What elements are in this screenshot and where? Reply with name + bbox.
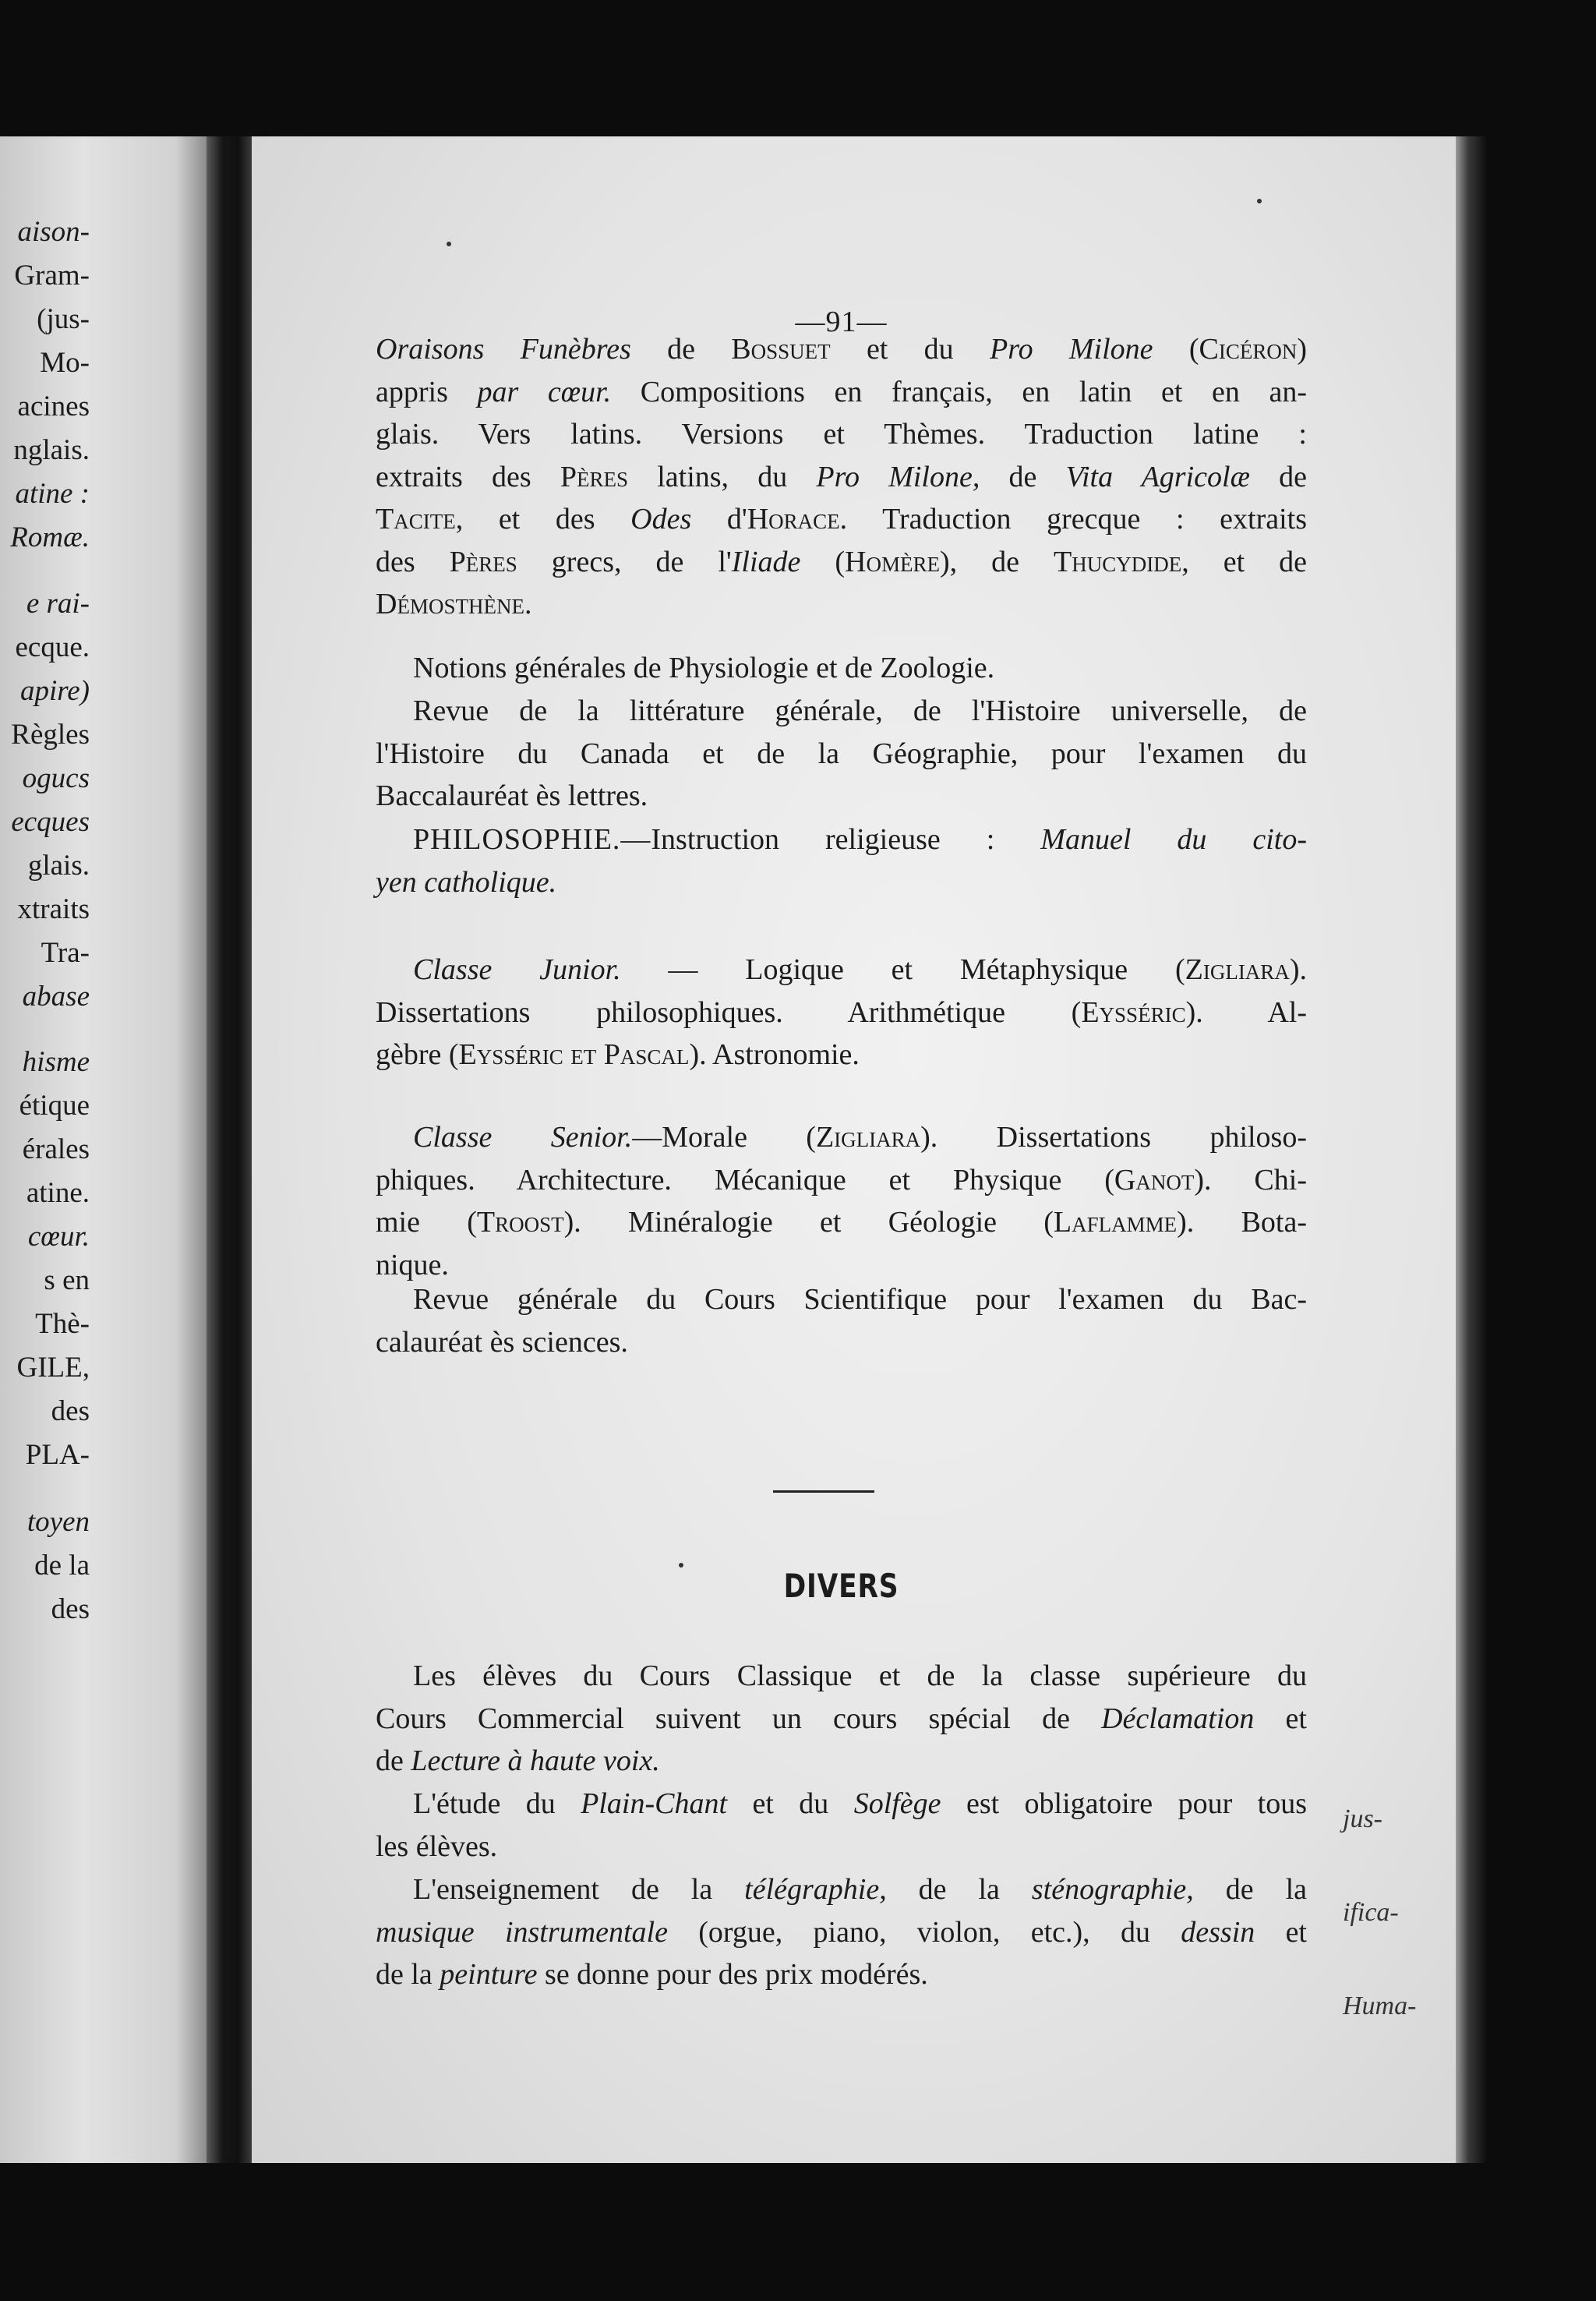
next-page-fragment: ifica-	[1343, 1898, 1399, 1927]
paragraph-declamation	[376, 1655, 1307, 1783]
text-line: phiques. Architecture. Mécanique et Physique (Ganot). Chi-	[376, 1163, 1307, 1196]
previous-page-fragment: apire)	[19, 675, 90, 707]
text-line: L'étude du Plain-Chant et du Solfège est obligatoire pour tous	[413, 1787, 1307, 1820]
section-heading-divers: DIVERS	[783, 1567, 899, 1605]
previous-page-fragment: des	[51, 1395, 90, 1427]
text-line: musique instrumentale (orgue, piano, violon, etc.), du dessin et	[376, 1915, 1307, 1949]
paragraph-classe-junior	[376, 949, 1307, 1076]
text-line: Dissertations philosophiques. Arithmétique (Eysséric). Al-	[376, 995, 1307, 1029]
text-line: nique.	[376, 1248, 449, 1281]
previous-page-fragment: Mo-	[40, 347, 90, 379]
previous-page-fragment: atine.	[26, 1177, 90, 1209]
previous-page-fragment: Règles	[11, 719, 90, 751]
previous-page-fragment: xtraits	[17, 893, 90, 925]
text-line: gèbre (Eysséric et Pascal). Astronomie.	[376, 1038, 860, 1071]
text-line: calauréat ès sciences.	[376, 1325, 628, 1359]
text-line: Revue générale du Cours Scientifique pour l'examen du Bac-	[413, 1283, 1307, 1316]
previous-page-fragment: cœur.	[27, 1221, 90, 1253]
previous-page-fragment: toyen	[26, 1506, 90, 1538]
text-line: de la peinture se donne pour des prix modérés.	[376, 1958, 928, 1991]
text-line: Revue de la littérature générale, de l'Histoire universelle, de	[413, 695, 1307, 727]
text-line: mie (Troost). Minéralogie et Géologie (Laflamme). Bota-	[376, 1206, 1307, 1239]
text-line: L'enseignement de la télégraphie, de la sténographie, de la	[413, 1873, 1307, 1906]
text-line: Démosthène.	[376, 588, 532, 620]
text-line: Oraisons Funèbres de Bossuet et du Pro Milone (Cicéron)	[376, 333, 1307, 366]
previous-page-fragment: ecque.	[15, 631, 90, 663]
text-line: PHILOSOPHIE.—Instruction religieuse : Manuel du cito-	[413, 823, 1307, 856]
text-line: Cours Commercial suivent un cours spécial de Déclamation et	[376, 1702, 1307, 1735]
previous-page-fragment: atine :	[15, 478, 90, 510]
text-line: yen catholique.	[376, 865, 557, 899]
text-line: Baccalauréat ès lettres.	[376, 779, 648, 812]
text-line: Notions générales de Physiologie et de Zoologie.	[413, 652, 995, 684]
paper-speck	[1257, 199, 1262, 203]
next-page-fragment: Huma-	[1343, 1992, 1417, 2020]
previous-page-fragment: ogucs	[22, 762, 90, 794]
previous-page-fragment: abase	[22, 981, 90, 1013]
paragraph-philosophie	[376, 818, 1307, 903]
text-line: appris par cœur. Compositions en français, en latin et en an-	[376, 375, 1307, 408]
book-gutter	[207, 136, 252, 2163]
previous-page-fragment: Gram-	[14, 260, 90, 292]
previous-page-fragment: nglais.	[13, 434, 90, 466]
previous-page-fragment: (jus-	[37, 303, 90, 335]
paragraph-enseignement	[376, 1868, 1307, 1996]
section-divider	[773, 1490, 874, 1493]
text-line: l'Histoire du Canada et de la Géographie, pour l'examen du	[376, 737, 1307, 770]
text-line: Classe Senior.—Morale (Zigliara). Dissertations philoso-	[413, 1121, 1307, 1154]
previous-page-fragment: Thè-	[35, 1308, 90, 1340]
previous-page-fragment: érales	[22, 1133, 90, 1165]
class-label: Classe Junior.	[413, 953, 621, 986]
paragraph-revue-lettres	[376, 690, 1307, 818]
previous-page-fragment: PLA-	[25, 1439, 90, 1471]
text-line: de Lecture à haute voix.	[376, 1744, 660, 1777]
text-line: Les élèves du Cours Classique et de la classe supérieure du	[413, 1659, 1307, 1692]
text-line: glais. Vers latins. Versions et Thèmes. Traduction latine :	[376, 418, 1307, 451]
previous-page	[0, 136, 207, 2163]
previous-page-fragment: hisme	[22, 1046, 90, 1078]
text-line: Tacite, et des Odes d'Horace. Traduction grecque : extraits	[376, 503, 1307, 535]
paragraph-notions	[376, 647, 1307, 690]
previous-page-fragment: aison-	[17, 216, 90, 248]
paragraph-rhetorique-continued	[376, 328, 1307, 626]
previous-page-fragment: GILE,	[16, 1352, 90, 1384]
text-line: les élèves.	[376, 1829, 498, 1863]
paragraph-classe-senior	[376, 1116, 1307, 1286]
section-label: PHILOSOPHIE.—	[413, 823, 651, 856]
previous-page-fragment: de la	[34, 1550, 90, 1582]
text-line: des Pères grecs, de l'Iliade (Homère), de Thucydide, et de	[376, 545, 1307, 578]
previous-page-fragment: glais.	[27, 850, 90, 882]
previous-page-fragment: étique	[19, 1090, 90, 1122]
previous-page-fragment: e rai-	[26, 588, 90, 620]
class-label: Classe Senior.	[413, 1121, 633, 1154]
text-line: Classe Junior. — Logique et Métaphysique (Zigliara).	[413, 953, 1307, 986]
book-page	[252, 136, 1456, 2163]
previous-page-fragment: Tra-	[41, 937, 90, 969]
page-number: —91—	[795, 306, 888, 338]
paragraph-revue-sciences	[376, 1278, 1307, 1363]
text-line: extraits des Pères latins, du Pro Milone, de Vita Agricolæ de	[376, 460, 1307, 493]
paper-speck	[679, 1563, 683, 1568]
previous-page-fragment: s en	[44, 1264, 90, 1296]
previous-page-fragment: acines	[17, 391, 90, 422]
paper-speck	[447, 242, 451, 246]
previous-page-fragment: Romæ.	[10, 521, 90, 553]
previous-page-fragment: ecques	[11, 806, 90, 838]
next-page-fragment: jus-	[1343, 1804, 1382, 1833]
page-edge-shadow	[1456, 136, 1487, 2163]
previous-page-fragment: des	[51, 1593, 90, 1625]
paragraph-plain-chant	[376, 1783, 1307, 1868]
